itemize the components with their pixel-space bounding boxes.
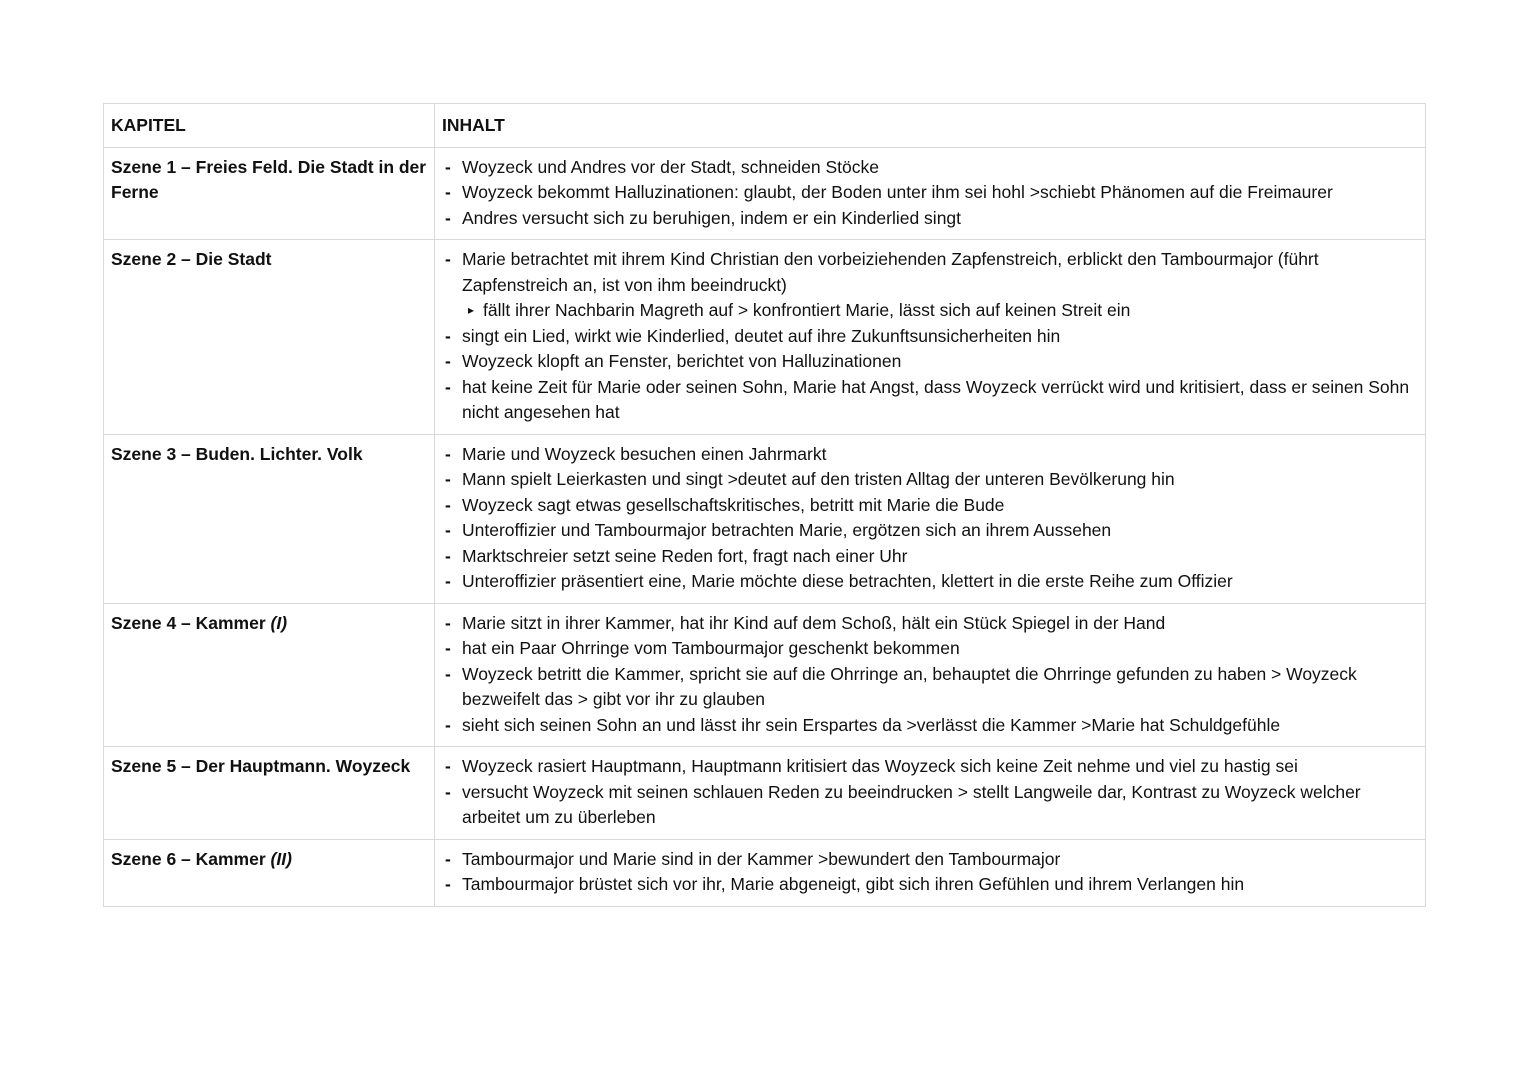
table-row: [104, 240, 1426, 435]
sub-list-item: ▸ fällt ihrer Nachbarin Magreth auf > konfrontiert Marie, lässt sich auf keinen Streit ein: [442, 298, 1415, 324]
content-list: [442, 847, 1415, 898]
chapter-cell: [104, 747, 435, 840]
content-list: [442, 155, 1415, 232]
header-content: INHALT: [435, 104, 1426, 148]
chapter-title: Szene 3 – Buden. Lichter. Volk: [111, 443, 363, 464]
list-item: - Mann spielt Leierkasten und singt >deutet auf den tristen Alltag der unteren Bevölkerung hin: [442, 467, 1415, 493]
scene-summary-table: [103, 103, 1426, 907]
table-header-row: [104, 104, 1426, 148]
content-list: [442, 611, 1415, 739]
chapter-cell: [104, 839, 435, 906]
chapter-cell: [104, 434, 435, 603]
content-cell: [435, 434, 1426, 603]
chapter-title: Szene 4 – Kammer: [111, 612, 271, 633]
table-row: [104, 434, 1426, 603]
chapter-cell: [104, 147, 435, 240]
table-row: [104, 603, 1426, 747]
header-chapter: KAPITEL: [104, 104, 435, 148]
list-item: - Marie sitzt in ihrer Kammer, hat ihr Kind auf dem Schoß, hält ein Stück Spiegel in der Hand: [442, 611, 1415, 637]
list-item: - Marktschreier setzt seine Reden fort, fragt nach einer Uhr: [442, 544, 1415, 570]
list-item: - Andres versucht sich zu beruhigen, indem er ein Kinderlied singt: [442, 206, 1415, 232]
table-row: [104, 147, 1426, 240]
chapter-title: Szene 6 – Kammer: [111, 848, 271, 869]
chapter-cell: [104, 240, 435, 435]
list-item: - Woyzeck bekommt Halluzinationen: glaubt, der Boden unter ihm sei hohl >schiebt Phänomen auf die Freimaurer: [442, 180, 1415, 206]
list-item: - Unteroffizier und Tambourmajor betrachten Marie, ergötzen sich an ihrem Aussehen: [442, 518, 1415, 544]
list-item: - Woyzeck klopft an Fenster, berichtet von Halluzinationen: [442, 349, 1415, 375]
list-item: - Unteroffizier präsentiert eine, Marie möchte diese betrachten, klettert in die erste Reihe zum Offizier: [442, 569, 1415, 595]
list-item: - Tambourmajor und Marie sind in der Kammer >bewundert den Tambourmajor: [442, 847, 1415, 873]
table-row: [104, 747, 1426, 840]
list-item: - Woyzeck betritt die Kammer, spricht sie auf die Ohrringe an, behauptet die Ohrringe gefunden zu haben > Woyzeck bezweifelt das > gibt vor ihr zu glauben: [442, 662, 1415, 713]
chapter-cell: [104, 603, 435, 747]
table-row: [104, 839, 1426, 906]
chapter-roman-numeral: (I): [270, 612, 288, 633]
list-item: - Marie und Woyzeck besuchen einen Jahrmarkt: [442, 442, 1415, 468]
list-item: - Woyzeck und Andres vor der Stadt, schneiden Stöcke: [442, 155, 1415, 181]
list-item: - Woyzeck rasiert Hauptmann, Hauptmann kritisiert das Woyzeck sich keine Zeit nehme und viel zu hastig sei: [442, 754, 1415, 780]
chapter-title: Szene 2 – Die Stadt: [111, 249, 272, 269]
list-item: - Marie betrachtet mit ihrem Kind Christian den vorbeiziehenden Zapfenstreich, erblickt den Tambourmajor (führt Zapfenstreich an, ist von ihm beeindruckt): [442, 247, 1415, 298]
content-list: [442, 754, 1415, 831]
list-item: - singt ein Lied, wirkt wie Kinderlied, deutet auf ihre Zukunftsunsicherheiten hin: [442, 324, 1415, 350]
list-item: - hat ein Paar Ohrringe vom Tambourmajor geschenkt bekommen: [442, 636, 1415, 662]
list-item: - Woyzeck sagt etwas gesellschaftskritisches, betritt mit Marie die Bude: [442, 493, 1415, 519]
content-cell: [435, 747, 1426, 840]
list-item: - versucht Woyzeck mit seinen schlauen Reden zu beeindrucken > stellt Langweile dar, Kontrast zu Woyzeck welcher arbeitet um zu überleben: [442, 780, 1415, 831]
content-cell: [435, 240, 1426, 435]
content-list: [442, 247, 1415, 426]
chapter-title: Szene 5 – Der Hauptmann. Woyzeck: [111, 756, 411, 776]
list-item: - Tambourmajor brüstet sich vor ihr, Marie abgeneigt, gibt sich ihren Gefühlen und ihrem Verlangen hin: [442, 872, 1415, 898]
content-cell: [435, 839, 1426, 906]
chapter-roman-numeral: (II): [270, 848, 292, 869]
content-cell: [435, 147, 1426, 240]
list-item: - sieht sich seinen Sohn an und lässt ihr sein Erspartes da >verlässt die Kammer >Marie hat Schuldgefühle: [442, 713, 1415, 739]
content-cell: [435, 603, 1426, 747]
content-list: [442, 442, 1415, 595]
chapter-title: Szene 1 – Freies Feld. Die Stadt in der Ferne: [111, 156, 427, 202]
list-item: - hat keine Zeit für Marie oder seinen Sohn, Marie hat Angst, dass Woyzeck verrückt wird und kritisiert, dass er seinen Sohn nicht angesehen hat: [442, 375, 1415, 426]
